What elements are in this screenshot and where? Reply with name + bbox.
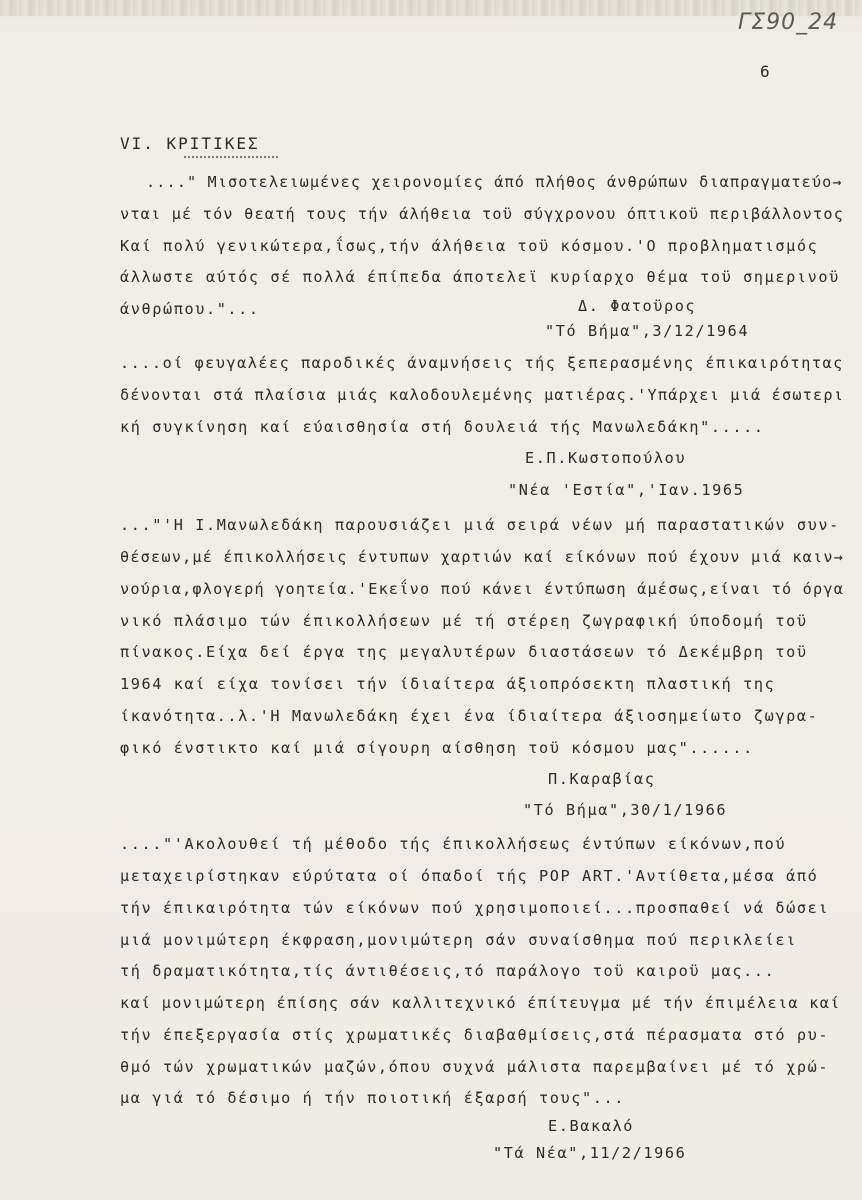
review-4-line: τή δραματικότητα,τίς άντιθέσεις,τό παράλογο τοϋ καιροϋ μας... — [120, 962, 776, 980]
review-4-line: μιά μονιμώτερη έκφραση,μονιμώτερη σάν συναίσθημα πού περικλείει — [120, 931, 797, 949]
review-3-line: ..."'Η Ι.Μανωλεδάκη παρουσιάζει μιά σειρά νέων μή παραστατικών συν- — [120, 516, 840, 534]
review-3-line: 1964 καί είχα τονίσει τήν ίδιαίτερα άξιοπρόσεκτη πλαστική της — [120, 675, 776, 693]
review-1-line: Καί πολύ γενικώτερα,ΐσως,τήν άλήθεια τοϋ κόσμου.'Ο προβληματισμός — [120, 237, 819, 255]
review-1-author: Δ. Φατοϋρος — [578, 297, 697, 315]
review-2-line: δένονται στά πλαίσια μιάς καλοδουλεμένης ματιέρας.'Υπάρχει μιά έσωτερι — [120, 386, 845, 404]
review-3-line: θέσεων,μέ έπικολλήσεις έντυπων χαρτιών καί είκόνων πού έχουν μιά καιν→ — [120, 548, 845, 566]
review-1-line: ...." Μισοτελειωμένες χειρονομίες άπό πλήθος άνθρώπων διαπραγματεύο→ — [146, 173, 843, 191]
review-3-line: νούρια,φλογερή γοητεία.'Εκεΐνο πού κάνει έντύπωση άμέσως,είναι τό όργα — [120, 580, 845, 598]
review-3-line: φικό ένστικτο καί μιά σίγουρη αίσθηση τοϋ κόσμου μας"...... — [120, 739, 754, 757]
review-4-source: "Τά Νέα",11/2/1966 — [493, 1144, 687, 1162]
review-4-author: Ε.Βακαλό — [548, 1117, 634, 1135]
review-3-author: Π.Καραβίας — [548, 770, 656, 788]
review-4-line: ...."'Ακολουθεί τή μέθοδο τής έπικολλήσεως έντύπων είκόνων,πού — [120, 835, 787, 853]
review-3-line: νικό πλάσιμο τών έπικολλήσεων μέ τή στέρεη ζωγραφική ύποδομή τοϋ — [120, 612, 808, 630]
review-1-source: "Τό Βήμα",3/12/1964 — [545, 322, 750, 340]
page-number: 6 — [760, 62, 770, 81]
review-1-line: άνθρώπου."... — [120, 300, 260, 318]
review-4-line: τήν έπεξεργασία στίς χρωματικές διαβαθμίσεις,στά πέρασματα στό ρυ- — [120, 1026, 830, 1044]
review-3-line: πίνακος.Είχα δεί έργα της μεγαλυτέρων διαστάσεων τό Δεκέμβρη τοϋ — [120, 643, 808, 661]
review-2-author: Ε.Π.Κωστοπούλου — [525, 449, 687, 467]
review-4-line: θμό τών χρωματικών μαζών,όπου συχνά μάλιστα παρεμβαίνει μέ τό χρώ- — [120, 1058, 830, 1076]
review-1-line: νται μέ τόν θεατή τους τήν άλήθεια τοϋ σύγχρονου όπτικοϋ περιβάλλοντος — [120, 205, 845, 223]
review-2-line: ....οί φευγαλέες παροδικές άναμνήσεις τής ξεπερασμένης έπικαιρότητας — [120, 354, 844, 372]
review-4-line: τήν έπικαιρότητα τών είκόνων πού χρησιμοποιεί...προσπαθεί νά δώσει — [120, 899, 830, 917]
title-underline — [184, 156, 280, 158]
review-3-source: "Τό Βήμα",30/1/1966 — [523, 801, 728, 819]
scan-top-edge — [0, 0, 862, 16]
review-4-line: μα γιά τό δέσιμο ή τήν ποιοτική έξαρσή τους"... — [120, 1089, 625, 1107]
review-2-source: "Νέα 'Εστία",'Ιαν.1965 — [508, 481, 745, 499]
review-1-line: άλλωστε αύτός σέ πολλά έπίπεδα άποτελεϊ κυρίαρχο θέμα τοϋ σημερινοϋ — [120, 268, 840, 286]
review-2-line: κή συγκίνηση καί εύαισθησία στή δουλειά τής Μανωλεδάκη"..... — [120, 418, 765, 436]
archive-number: ΓΣ90_24 — [738, 10, 839, 35]
section-title: VI. ΚΡΙΤΙΚΕΣ — [120, 134, 260, 153]
review-3-line: ίκανότητα..λ.'Η Μανωλεδάκη έχει ένα ίδιαίτερα άξιοσημείωτο ζωγρα- — [120, 707, 819, 725]
review-4-line: μεταχειρίστηκαν εύρύτατα οί όπαδοί τής POP ART.'Αντίθετα,μέσα άπό — [120, 867, 819, 885]
review-4-line: καί μονιμώτερη έπίσης σάν καλλιτεχνικό έπίτευγμα μέ τήν έπιμέλεια καί — [120, 994, 841, 1012]
